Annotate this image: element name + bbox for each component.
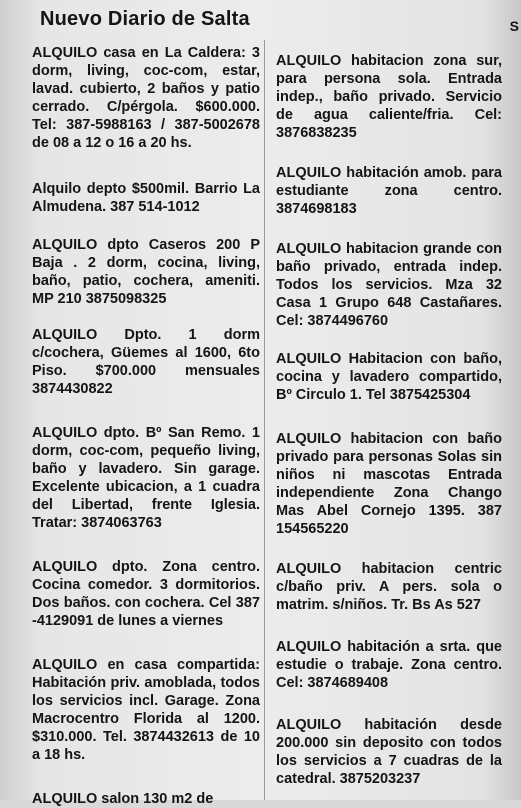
ad-keyword: ALQUILO [276, 53, 342, 69]
ad-text: habitacion con baño privado para personas Solas sin niños ni mascotas Entrada independiente Zona Chango Mas Abel Cornejo 1395. 387 154565220 [276, 431, 502, 537]
classified-ad [276, 560, 502, 614]
classified-ad [276, 52, 502, 142]
newspaper-title: Nuevo Diario de Salta [40, 8, 250, 30]
classified-ad [32, 180, 260, 216]
page-edge-mark: S [509, 18, 519, 34]
ad-keyword: ALQUILO [276, 165, 342, 181]
ad-keyword: ALQUILO [276, 561, 342, 577]
column-divider [264, 40, 265, 800]
ad-keyword: ALQUILO [32, 237, 98, 253]
ad-keyword: ALQUILO [276, 241, 342, 257]
classified-ad [276, 430, 502, 538]
ad-text: dpto. Zona centro. Cocina comedor. 3 dormitorios. Dos baños. con cochera. Cel 387 -4129091 de lunes a viernes [32, 559, 260, 629]
ad-keyword: ALQUILO [32, 45, 98, 61]
classified-ad [32, 656, 260, 764]
ad-keyword: ALQUILO [276, 639, 342, 655]
ad-keyword: ALQUILO [32, 559, 98, 575]
ad-keyword: ALQUILO [276, 431, 342, 447]
classified-ad [276, 164, 502, 218]
ad-text: habitación desde 200.000 sin deposito con todos los servicios a 7 cuadras de la catedral. 3875203237 [276, 717, 502, 787]
classified-ad [276, 716, 502, 788]
ad-keyword: ALQUILO [32, 425, 98, 441]
ad-text: dpto. Bº San Remo. 1 dorm, coc-com, pequeño living, baño y lavadero. Sin garage. Excelente ubicacion, a 1 cuadra del Libertad, frente Iglesia. Tratar: 3874063763 [32, 425, 260, 531]
ad-keyword: ALQUILO [32, 657, 98, 673]
ad-text: habitación a srta. que estudie o trabaje. Zona centro. Cel: 3874689408 [276, 639, 502, 691]
classified-ad [32, 790, 260, 808]
classified-ad [32, 558, 260, 630]
ad-text: habitacion grande con baño privado, entrada indep. Todos los servicios. Mza 32 Casa 1 Grupo 648 Castañares. Cel: 3874496760 [276, 241, 502, 329]
ad-text: Habitacion con baño, cocina y lavadero compartido, Bº Circulo 1. Tel 3875425304 [276, 351, 502, 403]
classified-ad [32, 44, 260, 152]
classified-ad [32, 236, 260, 308]
ad-keyword: ALQUILO [276, 717, 342, 733]
ad-text: Dpto. 1 dorm c/cochera, Güemes al 1600, 6to Piso. $700.000 mensuales 3874430822 [32, 327, 260, 397]
ad-keyword: ALQUILO [32, 327, 98, 343]
classified-ad [276, 638, 502, 692]
classified-ad [276, 350, 502, 404]
ad-text: casa en La Caldera: 3 dorm, living, coc-com, estar, lavad. cubierto, 2 baños y patio cerrado. C/pérgola. $600.000. Tel: 387-5988163 / 387-5002678 de 08 a 12 o 16 a 20 hs. [32, 45, 260, 151]
ad-keyword: ALQUILO [32, 791, 98, 807]
ad-text: habitacion centric c/baño priv. A pers. sola o matrim. s/niños. Tr. Bs As 527 [276, 561, 502, 613]
ad-text: salon 130 m2 de [97, 791, 214, 807]
classified-ad [276, 240, 502, 330]
classified-ad [32, 424, 260, 532]
ad-text: habitación amob. para estudiante zona centro. 3874698183 [276, 165, 502, 217]
ad-text: habitacion zona sur, para persona sola. Entrada indep., baño privado. Servicio de agua caliente/fria. Cel: 3876838235 [276, 53, 502, 141]
ad-keyword: ALQUILO [276, 351, 342, 367]
classified-ad [32, 326, 260, 398]
ad-text: dpto Caseros 200 P Baja . 2 dorm, cocina, living, baño, patio, cochera, ameniti. MP 210 3875098325 [32, 237, 260, 307]
ad-text: depto $500mil. Barrio La Almudena. 387 514-1012 [32, 181, 260, 215]
ad-keyword: Alquilo [32, 181, 82, 197]
ad-text: en casa compartida: Habitación priv. amoblada, todos los servicios incl. Garage. Zona Macrocentro Florida al 1200. $310.000. Tel. 3874432613 de 10 a 18 hs. [32, 657, 260, 763]
